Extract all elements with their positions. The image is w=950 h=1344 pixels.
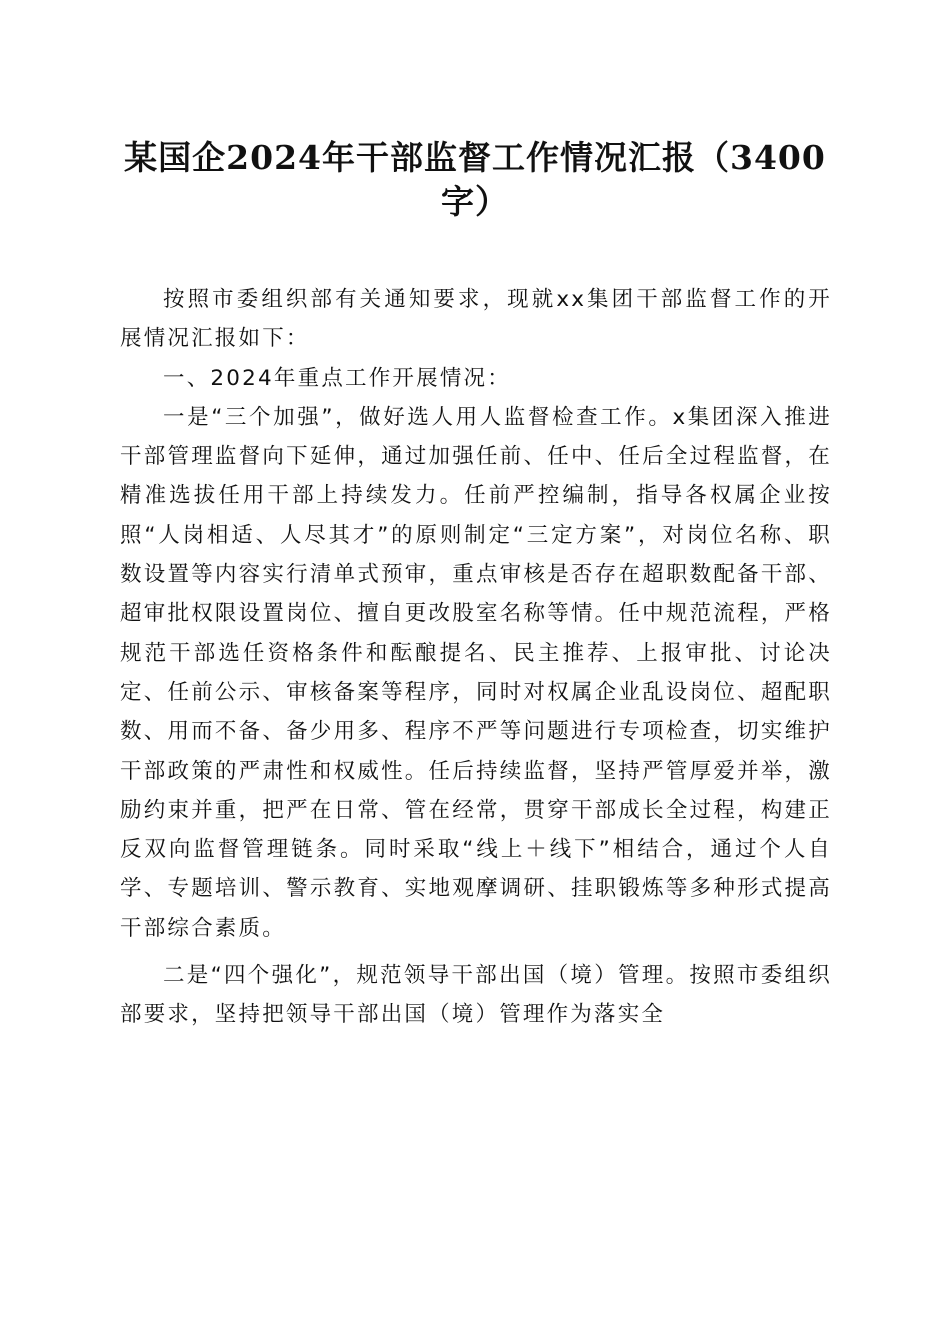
intro-paragraph: 按照市委组织部有关通知要求，现就xx集团干部监督工作的开展情况汇报如下： <box>120 287 832 352</box>
body-paragraph-2: 二是“四个强化”，规范领导干部出国（境）管理。按照市委组织部要求，坚持把领导干部出国（境）管理作为落实全 <box>120 963 832 1028</box>
document-title: 某国企2024年干部监督工作情况汇报（3400字） <box>124 138 826 221</box>
section-heading: 一、2024年重点工作开展情况： <box>163 365 511 391</box>
body-paragraph-1: 一是“三个加强”，做好选人用人监督检查工作。x集团深入推进干部管理监督向下延伸，通过加强任前、任中、任后全过程监督，在精准选拔任用干部上持续发力。任前严控编制，指导各权属企业按照“人岗相适、人尽其才”的原则制定“三定方案”，对岗位名称、职数设置等内容实行清单式预审，重点审核是否存在超职数配备干部、超审批权限设置岗位、擅自更改股室名称等情。任中规范流程，严格规范干部选任资格条件和酝酿提名、民主推荐、上报审批、讨论决定、任前公示、审核备案等程序，同时对权属企业乱设岗位、超配职数、用而不备、备少用多、程序不严等问题进行专项检查，切实维护干部政策的严肃性和权威性。任后持续监督，坚持严管厚爱并举，激励约束并重，把严在日常、管在经常，贯穿干部成长全过程，构建正反双向监督管理链条。同时采取“线上＋线下”相结合，通过个人自学、专题培训、警示教育、实地观摩调研、挂职锻炼等多种形式提高干部综合素质。 <box>120 404 832 941</box>
document-body <box>120 280 832 1035</box>
